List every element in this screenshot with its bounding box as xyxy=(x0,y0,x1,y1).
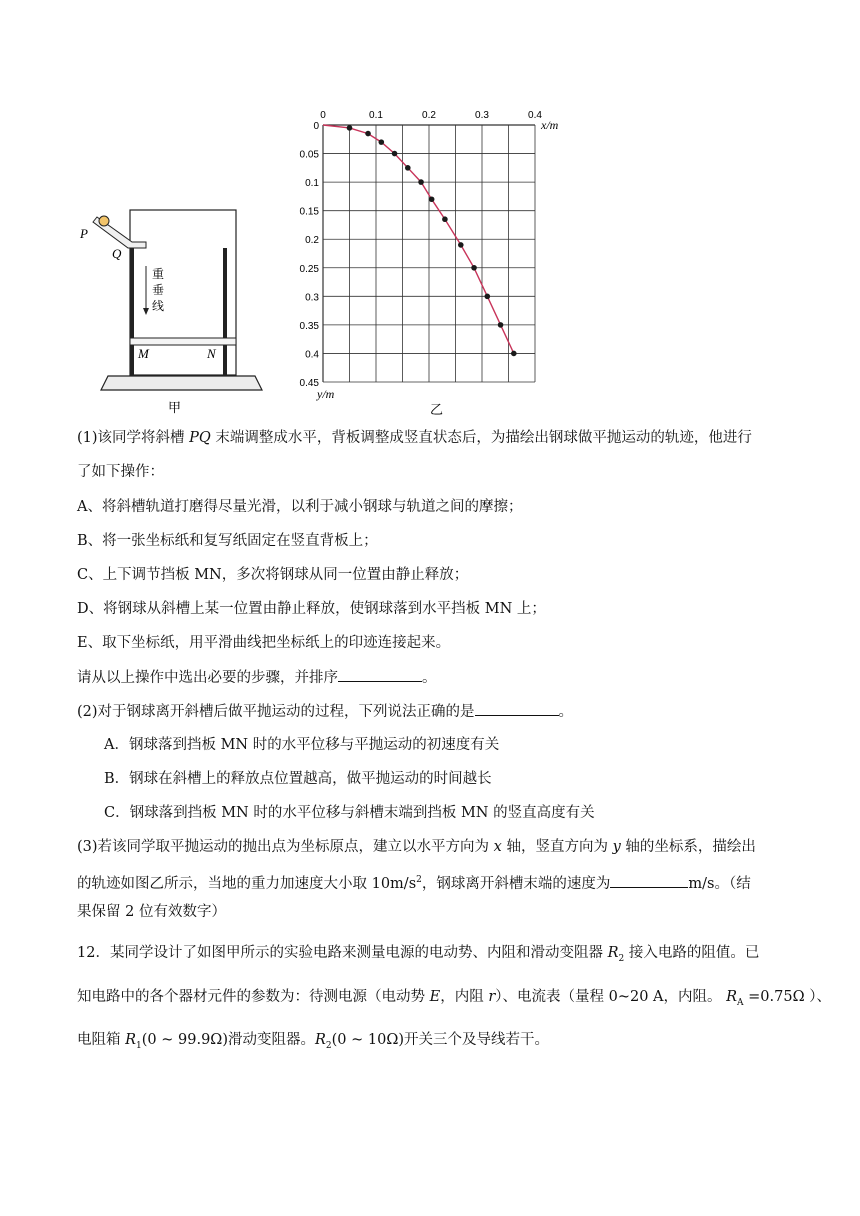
y-tick-label: 0 xyxy=(313,121,319,132)
label-Q: Q xyxy=(112,246,122,261)
y-tick-label: 0.1 xyxy=(305,178,319,190)
x-tick-labels xyxy=(320,110,542,121)
y-tick-label: 0.35 xyxy=(299,320,319,332)
x-tick-label: 0.2 xyxy=(422,110,436,121)
q2-stem: (2)对于钢球离开斜槽后做平抛运动的过程，下列说法正确的是 。 xyxy=(77,701,573,722)
data-point xyxy=(498,322,504,328)
q1-option-B: B、将一张坐标纸和复写纸固定在竖直背板上； xyxy=(77,533,378,549)
q12-line1: 12．某同学设计了如图甲所示的实验电路来测量电源的电动势、内阻和滑动变阻器 $R_2$ 接入电路的阻值。已 xyxy=(77,945,760,964)
plumb-char-3: 线 xyxy=(152,299,165,313)
figure-jia-label: 甲 xyxy=(168,401,182,416)
data-point xyxy=(347,125,353,131)
y-tick-label: 0.15 xyxy=(299,206,319,218)
q2-option-B: B．钢球在斜槽上的释放点位置越高，做平抛运动的时间越长 xyxy=(104,771,492,787)
figure-area xyxy=(0,0,860,420)
y-tick-label: 0.3 xyxy=(305,292,319,304)
data-point xyxy=(485,294,491,300)
q1-option-A: A、将斜槽轨道打磨得尽量光滑，以利于减小钢球与轨道之间的摩擦； xyxy=(77,499,523,515)
q3-line2: 的轨迹如图乙所示，当地的重力加速度大小取 $10m/s^2$，钢球离开斜槽末端的速度为 m/s。（结 xyxy=(77,870,751,894)
q1-ask: 请从以上操作中选出必要的步骤，并排序 。 xyxy=(77,667,437,688)
label-M: M xyxy=(138,346,149,361)
y-tick-label: 0.4 xyxy=(305,349,319,361)
q1-option-D: D、将钢球从斜槽上某一位置由静止释放，使钢球落到水平挡板 MN 上； xyxy=(77,601,546,617)
x-axis-label: x/m xyxy=(541,118,559,132)
y-axis-label: y/m xyxy=(317,387,335,401)
x-tick-label: 0.4 xyxy=(528,110,542,121)
y-tick-labels xyxy=(300,121,320,389)
data-point xyxy=(379,139,385,145)
q2-option-A: A．钢球落到挡板 MN 时的水平位移与平抛运动的初速度有关 xyxy=(104,737,500,753)
q1-option-C: C、上下调节挡板 MN，多次将钢球从同一位置由静止释放； xyxy=(77,567,469,583)
data-point xyxy=(365,131,371,137)
q12-line2: 知电路中的各个器材元件的参数为：待测电源（电动势 E，内阻 r）、电流表（量程 0~20 A，内阻。 $R_A =0.75\Omega$ ）、 xyxy=(77,989,831,1008)
data-point xyxy=(471,265,477,271)
x-tick-label: 0.3 xyxy=(475,110,489,121)
y-tick-label: 0.2 xyxy=(305,235,319,247)
q1-answer-blank[interactable] xyxy=(338,667,422,682)
q3-line3: 果保留 2 位有效数字） xyxy=(77,904,226,920)
data-point xyxy=(418,179,424,185)
data-point xyxy=(392,151,398,157)
plumb-char-1: 重 xyxy=(152,267,165,281)
x-tick-label: 0 xyxy=(320,110,326,121)
y-tick-label: 0.45 xyxy=(299,378,319,389)
steel-ball xyxy=(99,216,109,226)
label-P: P xyxy=(80,226,88,241)
q1-intro-line1: (1)该同学将斜槽 PQ 末端调整成水平，背板调整成竖直状态后，为描绘出钢球做平抛运动的轨迹，他进行 xyxy=(77,430,752,446)
data-points xyxy=(347,125,517,356)
data-point xyxy=(429,196,435,202)
plumb-char-2: 垂 xyxy=(152,283,165,297)
chart-grid xyxy=(323,125,535,382)
q3-line1: (3)若该同学取平抛运动的抛出点为坐标原点，建立以水平方向为 x 轴，竖直方向为 y 轴的坐标系，描绘出 xyxy=(77,839,756,855)
q2-answer-blank[interactable] xyxy=(475,701,559,716)
q1-option-E: E、取下坐标纸，用平滑曲线把坐标纸上的印迹连接起来。 xyxy=(77,635,451,651)
q3-answer-blank[interactable] xyxy=(610,873,688,888)
data-point xyxy=(442,216,448,222)
y-tick-label: 0.05 xyxy=(299,149,319,161)
data-point xyxy=(511,351,517,357)
q2-option-C: C．钢球落到挡板 MN 时的水平位移与斜槽末端到挡板 MN 的竖直高度有关 xyxy=(104,805,595,821)
data-point xyxy=(405,165,411,171)
label-N: N xyxy=(207,346,216,361)
x-tick-label: 0.1 xyxy=(369,110,383,121)
figure-jia-apparatus xyxy=(0,0,300,420)
trajectory-chart xyxy=(280,0,610,420)
y-tick-label: 0.25 xyxy=(299,263,319,275)
q12-line3: 电阻箱 $R_1(0$ ~ 99.9Ω)滑动变阻器。$R_2(0$ ~ 10Ω)开关三个及导线若干。 xyxy=(77,1032,550,1051)
q1-intro-line2: 了如下操作： xyxy=(77,464,164,480)
data-point xyxy=(458,242,464,248)
figure-yi-label: 乙 xyxy=(430,403,444,418)
